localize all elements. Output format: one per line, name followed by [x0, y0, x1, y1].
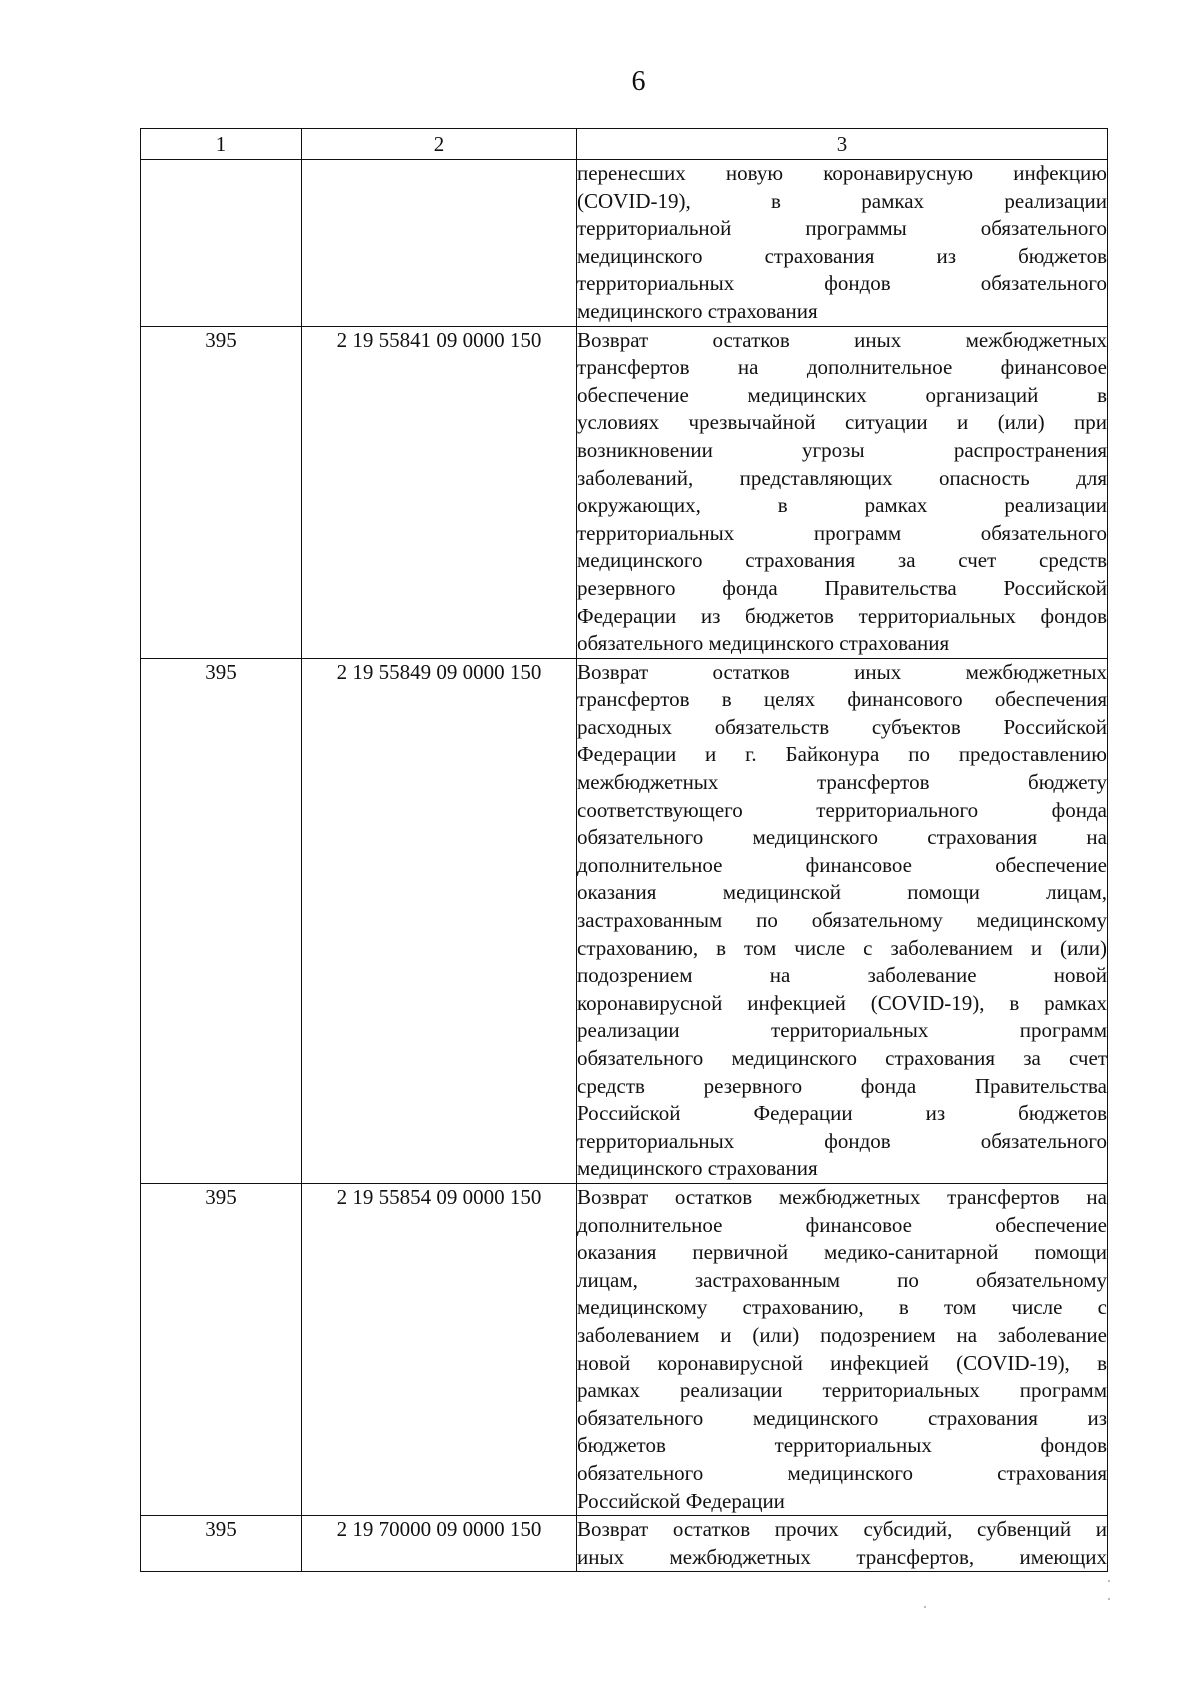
row-budget-code	[302, 160, 577, 327]
description-line: трансфертов в целях финансового обеспечения	[577, 687, 1107, 712]
description-line: Возврат остатков иных межбюджетных	[577, 659, 1107, 684]
description-line: медицинского страхования за счет средств	[577, 548, 1107, 573]
row-description	[577, 1516, 1108, 1572]
description-line: обязательного медицинского страхования за счет	[577, 1046, 1107, 1070]
description-line: обязательного медицинского страхования	[577, 1460, 1107, 1485]
description-line: условиях чрезвычайной ситуации и (или) при	[577, 410, 1107, 435]
description-line: медицинского страхования	[577, 298, 818, 323]
description-line: Российской Федерации из бюджетов	[577, 1101, 1107, 1126]
description-line: лицам, застрахованным по обязательному	[577, 1267, 1107, 1292]
description-line: расходных обязательств субъектов Российской	[577, 714, 1107, 739]
table-header-row	[141, 129, 1108, 160]
row-description	[577, 658, 1108, 1183]
table-body	[141, 160, 1108, 1572]
description-line: соответствующего территориального фонда	[577, 797, 1107, 822]
description-line: Возврат остатков межбюджетных трансфертов на	[577, 1184, 1107, 1209]
description-line: территориальных фондов обязательного	[577, 1128, 1107, 1153]
description-line: страхованию, в том числе с заболеванием и (или)	[577, 935, 1107, 960]
description-line: территориальных программ обязательного	[577, 520, 1107, 545]
column-header-3: 3	[577, 129, 1108, 160]
description-line: иных межбюджетных трансфертов, имеющих	[577, 1544, 1107, 1569]
description-line: возникновении угрозы распространения	[577, 437, 1107, 462]
description-line: оказания медицинской помощи лицам,	[577, 880, 1107, 905]
table-row	[141, 658, 1108, 1183]
description-line: Федерации из бюджетов территориальных фондов	[577, 603, 1107, 628]
row-admin-code: 395	[141, 1516, 302, 1572]
description-line: медицинскому страхованию, в том числе с	[577, 1295, 1107, 1320]
table-row	[141, 326, 1108, 658]
table-row	[141, 1183, 1108, 1515]
row-budget-code: 2 19 55849 09 0000 150	[302, 658, 577, 1183]
description-line: медицинского страхования	[577, 1156, 818, 1181]
scan-artifact	[1108, 1580, 1110, 1582]
description-line: Возврат остатков иных межбюджетных	[577, 327, 1107, 352]
description-line: обязательного медицинского страхования из	[577, 1405, 1107, 1430]
description-line: перенесших новую коронавирусную инфекцию	[577, 161, 1107, 185]
scan-artifact	[924, 1606, 926, 1608]
description-line: резервного фонда Правительства Российской	[577, 575, 1107, 600]
description-line: медицинского страхования из бюджетов	[577, 243, 1107, 268]
row-description	[577, 1183, 1108, 1515]
description-line: коронавирусной инфекцией (COVID-19), в рамках	[577, 990, 1107, 1015]
description-line: новой коронавирусной инфекцией (COVID-19), в	[577, 1350, 1107, 1375]
description-line: окружающих, в рамках реализации	[577, 493, 1107, 518]
description-line: реализации территориальных программ	[577, 1018, 1107, 1043]
description-line: обязательного медицинского страхования	[577, 631, 950, 656]
row-admin-code: 395	[141, 658, 302, 1183]
description-line: застрахованным по обязательному медицинскому	[577, 908, 1107, 933]
row-admin-code: 395	[141, 1183, 302, 1515]
row-admin-code	[141, 160, 302, 327]
row-description	[577, 326, 1108, 658]
description-line: дополнительное финансовое обеспечение	[577, 852, 1107, 877]
description-line: бюджетов территориальных фондов	[577, 1433, 1107, 1458]
description-line: заболеваний, представляющих опасность для	[577, 465, 1107, 490]
table-row	[141, 160, 1108, 327]
row-budget-code: 2 19 55854 09 0000 150	[302, 1183, 577, 1515]
description-line: территориальной программы обязательного	[577, 216, 1107, 241]
row-budget-code: 2 19 70000 09 0000 150	[302, 1516, 577, 1572]
column-header-2: 2	[302, 129, 577, 160]
description-line: территориальных фондов обязательного	[577, 271, 1107, 296]
description-line: Федерации и г. Байконура по предоставлению	[577, 742, 1107, 767]
description-line: трансфертов на дополнительное финансовое	[577, 355, 1107, 380]
description-line: (COVID-19), в рамках реализации	[577, 188, 1107, 213]
row-admin-code: 395	[141, 326, 302, 658]
budget-codes-table	[140, 128, 1108, 1572]
description-line: Возврат остатков прочих субсидий, субвенций и	[577, 1517, 1107, 1542]
description-line: заболеванием и (или) подозрением на заболевание	[577, 1322, 1107, 1347]
scan-artifact	[1108, 1598, 1110, 1600]
description-line: средств резервного фонда Правительства	[577, 1073, 1107, 1098]
column-header-1: 1	[141, 129, 302, 160]
page-number: 6	[631, 66, 646, 97]
description-line: обеспечение медицинских организаций в	[577, 382, 1107, 407]
description-line: межбюджетных трансфертов бюджету	[577, 770, 1107, 795]
description-line: оказания первичной медико-санитарной помощи	[577, 1240, 1107, 1265]
description-line: дополнительное финансовое обеспечение	[577, 1212, 1107, 1237]
description-line: Российской Федерации	[577, 1488, 785, 1513]
description-line: обязательного медицинского страхования на	[577, 825, 1107, 850]
table-row	[141, 1516, 1108, 1572]
description-line: рамках реализации территориальных программ	[577, 1378, 1107, 1403]
row-budget-code: 2 19 55841 09 0000 150	[302, 326, 577, 658]
description-line: подозрением на заболевание новой	[577, 963, 1107, 988]
row-description	[577, 160, 1108, 327]
